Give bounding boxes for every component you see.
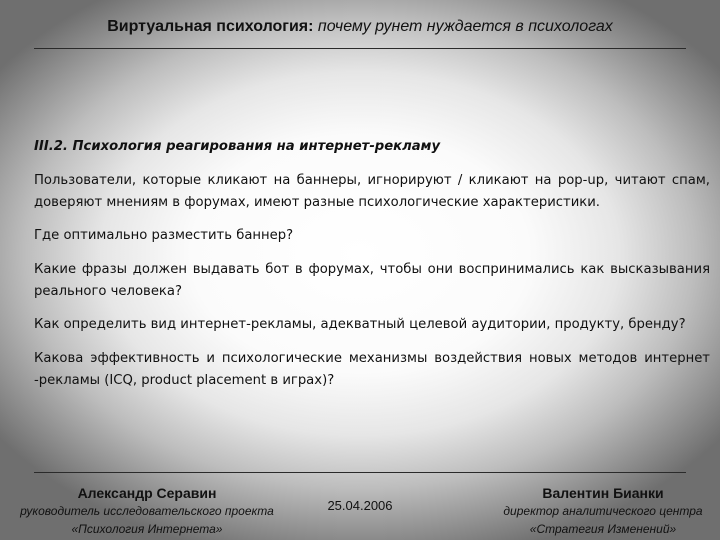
right-author-role: директор аналитического центра — [503, 504, 703, 518]
right-author-organization: «Стратегия Изменений» — [529, 522, 677, 536]
left-author — [2, 484, 292, 538]
body-paragraph: Где оптимально разместить баннер? — [34, 228, 294, 243]
section-title: III.2. Психология реагирования на интернет-рекламу — [34, 139, 441, 154]
body-paragraph: Как определить вид интернет-рекламы, адекватный целевой аудитории, продукту, бренду? — [34, 317, 686, 332]
right-author — [490, 484, 716, 538]
body-paragraph: Какие фразы должен выдавать бот в форумах, чтобы они воспринимались как высказывания реального человека? — [34, 262, 710, 299]
right-author-name: Валентин Бианки — [542, 485, 664, 501]
body-paragraph: Пользователи, которые кликают на баннеры, игнорируют / кликают на pop-up, читают спам, доверяют мнениям в форумах, имеют разные психологические характеристики. — [34, 173, 710, 210]
slide-title — [0, 18, 720, 36]
footer-divider — [34, 472, 686, 473]
body-paragraph: Какова эффективность и психологические механизмы воздействия новых методов интернет -рекламы (ICQ, product placement в играх)? — [34, 351, 710, 388]
left-author-role: руководитель исследовательского проекта — [20, 504, 274, 518]
header-divider — [34, 48, 686, 49]
left-author-project: «Психология Интернета» — [71, 522, 223, 536]
presentation-date: 25.04.2006 — [327, 498, 393, 513]
slide-body — [34, 136, 710, 403]
left-author-name: Александр Серавин — [77, 485, 217, 501]
slide-title-italic: почему рунет нуждается в психологах — [317, 18, 613, 35]
slide-title-bold: Виртуальная психология: — [107, 18, 314, 35]
